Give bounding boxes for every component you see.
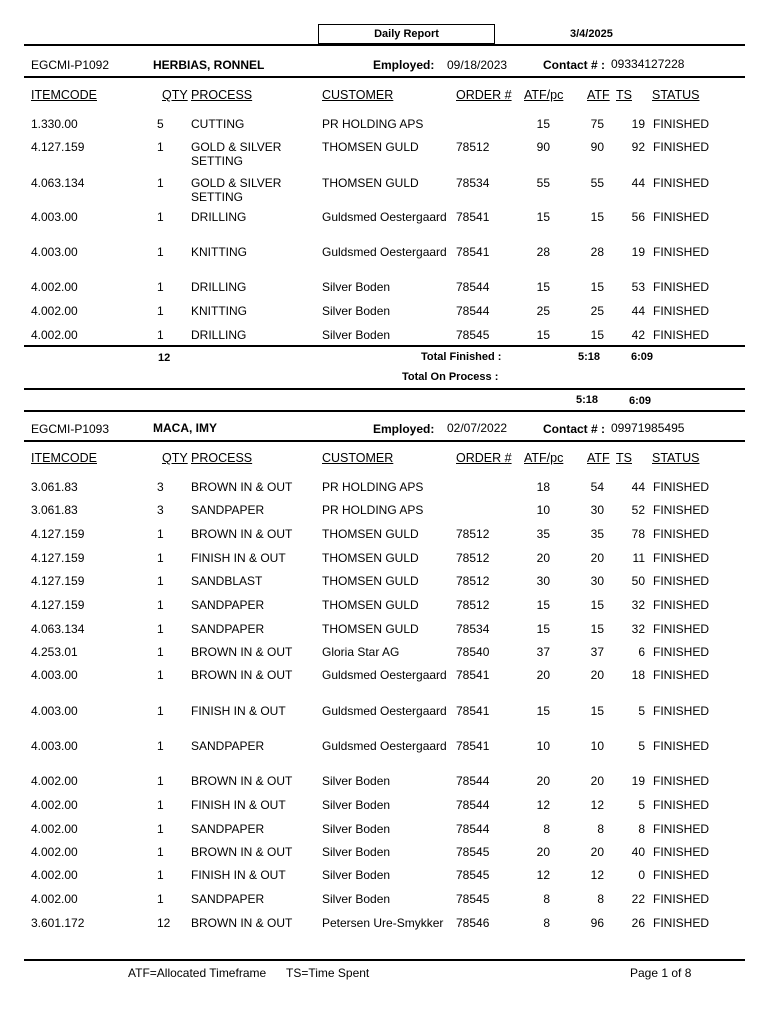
cell-order: 78545 [456,328,490,342]
cell-ts: 50 [631,574,645,588]
cell-order: 78540 [456,645,490,659]
cell-atfpc: 8 [543,892,550,906]
cell-ts: 32 [631,598,645,612]
cell-customer: THOMSEN GULD [322,176,419,190]
cell-process: BROWN IN & OUT [191,527,293,541]
cell-customer: THOMSEN GULD [322,140,419,154]
cell-qty: 1 [157,304,164,318]
table-row [0,140,768,176]
cell-itemcode: 4.003.00 [31,668,78,682]
cell-process: FINISH IN & OUT [191,798,286,812]
cell-itemcode: 4.002.00 [31,822,78,836]
employed-label: Employed: [373,58,435,72]
cell-order: 78512 [456,551,490,565]
cell-process: BROWN IN & OUT [191,774,293,788]
cell-ts: 53 [631,280,645,294]
contact-label: Contact # : [543,422,606,436]
cell-order: 78534 [456,622,490,636]
cell-atf: 55 [590,176,604,190]
cell-process: GOLD & SILVER SETTING [191,176,282,204]
cell-atfpc: 15 [536,210,550,224]
cell-status: FINISHED [653,117,710,131]
table-row [0,176,768,212]
cell-itemcode: 4.003.00 [31,739,78,753]
employee-name: HERBIAS, RONNEL [153,58,265,72]
total-finished-ts: 6:09 [631,351,654,363]
cell-status: FINISHED [653,304,710,318]
cell-qty: 1 [157,798,164,812]
cell-itemcode: 4.127.159 [31,551,85,565]
cell-process: SANDPAPER [191,622,265,636]
cell-process: DRILLING [191,328,247,342]
cell-customer: PR HOLDING APS [322,117,424,131]
cell-ts: 44 [631,304,645,318]
cell-ts: 52 [631,503,645,517]
cell-process: SANDBLAST [191,574,263,588]
cell-atfpc: 8 [543,822,550,836]
cell-atf: 15 [590,598,604,612]
cell-customer: THOMSEN GULD [322,574,419,588]
cell-ts: 5 [638,704,645,718]
cell-itemcode: 4.002.00 [31,280,78,294]
cell-status: FINISHED [653,892,710,906]
cell-process: FINISH IN & OUT [191,704,286,718]
col-process: PROCESS [191,88,253,102]
cell-qty: 1 [157,574,164,588]
cell-ts: 0 [638,868,645,882]
cell-process: CUTTING [191,117,245,131]
cell-order: 78512 [456,527,490,541]
employed-date: 09/18/2023 [447,58,508,72]
cell-process: FINISH IN & OUT [191,551,286,565]
total-finished-atf: 5:18 [578,351,601,363]
cell-ts: 18 [631,668,645,682]
cell-atfpc: 12 [536,798,550,812]
cell-ts: 42 [631,328,645,342]
col-customer: CUSTOMER [322,451,394,465]
cell-order: 78541 [456,739,490,753]
cell-atf: 35 [590,527,604,541]
cell-ts: 19 [631,245,645,259]
cell-atfpc: 15 [536,328,550,342]
cell-ts: 8 [638,822,645,836]
grand-total-ts: 6:09 [629,395,652,407]
cell-status: FINISHED [653,598,710,612]
report-date: 3/4/2025 [570,28,613,40]
col-atf: ATF [587,88,610,102]
col-atfpc: ATF/pc [524,88,564,102]
cell-ts: 40 [631,845,645,859]
divider [24,44,745,46]
col-atfpc: ATF/pc [524,451,564,465]
cell-ts: 44 [631,480,645,494]
cell-process: FINISH IN & OUT [191,868,286,882]
divider [24,440,745,442]
cell-customer: THOMSEN GULD [322,598,419,612]
cell-qty: 1 [157,328,164,342]
cell-customer: Guldsmed Oestergaard [322,210,447,224]
divider [24,959,745,961]
cell-atf: 15 [590,280,604,294]
cell-atf: 8 [597,822,604,836]
col-atf: ATF [587,451,610,465]
cell-order: 78512 [456,598,490,612]
cell-atf: 20 [590,551,604,565]
cell-atfpc: 15 [536,622,550,636]
cell-atf: 15 [590,210,604,224]
cell-status: FINISHED [653,845,710,859]
cell-status: FINISHED [653,868,710,882]
cell-qty: 3 [157,480,164,494]
cell-atf: 20 [590,668,604,682]
cell-ts: 5 [638,739,645,753]
cell-atfpc: 37 [536,645,550,659]
table-row [0,739,768,775]
cell-customer: PR HOLDING APS [322,503,424,517]
cell-qty: 1 [157,774,164,788]
contact-number: 09334127228 [611,57,685,71]
cell-qty: 1 [157,551,164,565]
cell-qty: 1 [157,622,164,636]
cell-qty: 1 [157,822,164,836]
cell-process: KNITTING [191,245,247,259]
cell-atfpc: 15 [536,704,550,718]
page-number: Page 1 of 8 [630,966,692,980]
table-row [0,210,768,246]
cell-itemcode: 4.002.00 [31,774,78,788]
legend-ts: TS=Time Spent [286,966,370,980]
cell-itemcode: 4.253.01 [31,645,78,659]
cell-ts: 56 [631,210,645,224]
cell-status: FINISHED [653,551,710,565]
cell-customer: Petersen Ure-Smykker [322,916,444,930]
cell-qty: 1 [157,527,164,541]
cell-qty: 1 [157,704,164,718]
cell-atfpc: 28 [536,245,550,259]
cell-atf: 15 [590,704,604,718]
cell-atfpc: 20 [536,845,550,859]
contact-number: 09971985495 [611,421,685,435]
cell-qty: 1 [157,598,164,612]
col-process: PROCESS [191,451,253,465]
cell-order: 78544 [456,280,490,294]
cell-order: 78541 [456,245,490,259]
cell-order: 78544 [456,798,490,812]
cell-order: 78534 [456,176,490,190]
cell-customer: Guldsmed Oestergaard [322,668,447,682]
cell-status: FINISHED [653,739,710,753]
cell-status: FINISHED [653,798,710,812]
cell-atfpc: 90 [536,140,550,154]
cell-itemcode: 4.063.134 [31,622,85,636]
cell-order: 78541 [456,210,490,224]
cell-atfpc: 10 [536,503,550,517]
table-row [0,704,768,740]
cell-order: 78512 [456,140,490,154]
cell-process: BROWN IN & OUT [191,480,293,494]
cell-itemcode: 4.002.00 [31,304,78,318]
cell-process: BROWN IN & OUT [191,645,293,659]
cell-ts: 92 [631,140,645,154]
col-status: STATUS [652,88,700,102]
divider [24,76,745,78]
cell-atf: 28 [590,245,604,259]
col-customer: CUSTOMER [322,88,394,102]
cell-status: FINISHED [653,822,710,836]
cell-atfpc: 10 [536,739,550,753]
cell-atf: 12 [590,868,604,882]
cell-atf: 30 [590,574,604,588]
cell-status: FINISHED [653,140,710,154]
cell-atf: 54 [590,480,604,494]
cell-itemcode: 4.002.00 [31,892,78,906]
cell-qty: 1 [157,892,164,906]
cell-status: FINISHED [653,503,710,517]
col-itemcode: ITEMCODE [31,451,97,465]
cell-process: GOLD & SILVER SETTING [191,140,282,168]
cell-order: 78545 [456,868,490,882]
employed-label: Employed: [373,422,435,436]
cell-status: FINISHED [653,210,710,224]
divider [24,388,745,390]
cell-order: 78544 [456,822,490,836]
cell-atfpc: 20 [536,668,550,682]
cell-order: 78512 [456,574,490,588]
cell-itemcode: 1.330.00 [31,117,78,131]
cell-atf: 8 [597,892,604,906]
cell-customer: Silver Boden [322,822,391,836]
cell-order: 78545 [456,845,490,859]
cell-ts: 19 [631,774,645,788]
total-on-process-label: Total On Process : [402,371,499,383]
col-ts: TS [616,88,632,102]
cell-ts: 19 [631,117,645,131]
cell-atf: 20 [590,845,604,859]
cell-customer: PR HOLDING APS [322,480,424,494]
cell-itemcode: 4.127.159 [31,574,85,588]
cell-status: FINISHED [653,774,710,788]
cell-status: FINISHED [653,622,710,636]
cell-atfpc: 30 [536,574,550,588]
report-title: Daily Report [318,24,495,44]
cell-qty: 1 [157,845,164,859]
cell-order: 78541 [456,668,490,682]
cell-atfpc: 20 [536,551,550,565]
col-status: STATUS [652,451,700,465]
cell-status: FINISHED [653,704,710,718]
cell-process: BROWN IN & OUT [191,916,293,930]
cell-customer: Silver Boden [322,774,391,788]
cell-atf: 75 [590,117,604,131]
cell-ts: 32 [631,622,645,636]
cell-qty: 3 [157,503,164,517]
cell-itemcode: 4.003.00 [31,245,78,259]
cell-atf: 96 [590,916,604,930]
cell-itemcode: 3.061.83 [31,480,78,494]
contact-label: Contact # : [543,58,606,72]
cell-atfpc: 15 [536,117,550,131]
col-order: ORDER # [456,88,512,102]
cell-atfpc: 15 [536,280,550,294]
cell-qty: 12 [157,916,171,930]
cell-customer: Silver Boden [322,845,391,859]
legend-atf: ATF=Allocated Timeframe [128,966,267,980]
cell-process: BROWN IN & OUT [191,845,293,859]
cell-status: FINISHED [653,280,710,294]
cell-atfpc: 35 [536,527,550,541]
cell-atf: 37 [590,645,604,659]
employee-name: MACA, IMY [153,421,217,435]
cell-itemcode: 4.063.134 [31,176,85,190]
cell-itemcode: 4.127.159 [31,527,85,541]
col-ts: TS [616,451,632,465]
cell-atfpc: 8 [543,916,550,930]
cell-qty: 1 [157,668,164,682]
col-order: ORDER # [456,451,512,465]
cell-qty: 1 [157,176,164,190]
cell-itemcode: 4.127.159 [31,140,85,154]
cell-qty: 1 [157,210,164,224]
cell-process: SANDPAPER [191,892,265,906]
col-qty: QTY [162,88,188,102]
grand-total-atf: 5:18 [576,394,599,406]
cell-itemcode: 4.002.00 [31,868,78,882]
cell-process: DRILLING [191,210,247,224]
cell-atf: 10 [590,739,604,753]
cell-atf: 25 [590,304,604,318]
cell-qty: 1 [157,645,164,659]
employee-id: EGCMI-P1092 [31,58,110,72]
cell-qty: 5 [157,117,164,131]
divider [24,345,745,347]
col-qty: QTY [162,451,188,465]
cell-atfpc: 55 [536,176,550,190]
cell-process: SANDPAPER [191,739,265,753]
cell-itemcode: 4.003.00 [31,210,78,224]
cell-order: 78544 [456,774,490,788]
cell-itemcode: 4.002.00 [31,798,78,812]
cell-customer: Silver Boden [322,798,391,812]
cell-ts: 26 [631,916,645,930]
cell-customer: Guldsmed Oestergaard [322,245,447,259]
cell-atfpc: 12 [536,868,550,882]
cell-qty: 1 [157,140,164,154]
cell-ts: 44 [631,176,645,190]
cell-status: FINISHED [653,328,710,342]
cell-status: FINISHED [653,176,710,190]
cell-atfpc: 20 [536,774,550,788]
cell-process: SANDPAPER [191,598,265,612]
cell-atf: 20 [590,774,604,788]
cell-status: FINISHED [653,645,710,659]
cell-process: KNITTING [191,304,247,318]
cell-status: FINISHED [653,245,710,259]
cell-customer: Guldsmed Oestergaard [322,704,447,718]
cell-status: FINISHED [653,916,710,930]
cell-atf: 15 [590,622,604,636]
divider [24,410,745,412]
cell-qty: 1 [157,739,164,753]
cell-atfpc: 18 [536,480,550,494]
cell-atfpc: 25 [536,304,550,318]
cell-customer: Gloria Star AG [322,645,400,659]
total-qty: 12 [158,352,171,364]
cell-qty: 1 [157,245,164,259]
cell-customer: THOMSEN GULD [322,551,419,565]
cell-customer: Guldsmed Oestergaard [322,739,447,753]
cell-status: FINISHED [653,668,710,682]
table-row [0,916,768,952]
table-row [0,668,768,704]
cell-ts: 22 [631,892,645,906]
cell-customer: Silver Boden [322,280,391,294]
cell-itemcode: 4.002.00 [31,328,78,342]
cell-atf: 90 [590,140,604,154]
cell-status: FINISHED [653,480,710,494]
cell-customer: Silver Boden [322,868,391,882]
cell-process: SANDPAPER [191,822,265,836]
cell-itemcode: 4.127.159 [31,598,85,612]
cell-status: FINISHED [653,527,710,541]
table-row [0,245,768,281]
cell-itemcode: 4.003.00 [31,704,78,718]
cell-itemcode: 3.061.83 [31,503,78,517]
cell-qty: 1 [157,868,164,882]
total-finished-label: Total Finished : [421,351,502,363]
cell-atf: 15 [590,328,604,342]
employed-date: 02/07/2022 [447,421,508,435]
cell-process: SANDPAPER [191,503,265,517]
cell-process: BROWN IN & OUT [191,668,293,682]
cell-order: 78544 [456,304,490,318]
cell-customer: THOMSEN GULD [322,622,419,636]
cell-customer: Silver Boden [322,892,391,906]
cell-customer: THOMSEN GULD [322,527,419,541]
cell-customer: Silver Boden [322,304,391,318]
cell-ts: 11 [632,551,645,565]
cell-ts: 5 [638,798,645,812]
cell-order: 78541 [456,704,490,718]
cell-order: 78545 [456,892,490,906]
cell-status: FINISHED [653,574,710,588]
cell-order: 78546 [456,916,490,930]
cell-qty: 1 [157,280,164,294]
cell-atf: 30 [590,503,604,517]
cell-ts: 6 [638,645,645,659]
cell-atf: 12 [590,798,604,812]
cell-ts: 78 [631,527,645,541]
employee-id: EGCMI-P1093 [31,422,110,436]
cell-process: DRILLING [191,280,247,294]
cell-itemcode: 4.002.00 [31,845,78,859]
col-itemcode: ITEMCODE [31,88,97,102]
cell-itemcode: 3.601.172 [31,916,85,930]
cell-atfpc: 15 [536,598,550,612]
cell-customer: Silver Boden [322,328,391,342]
